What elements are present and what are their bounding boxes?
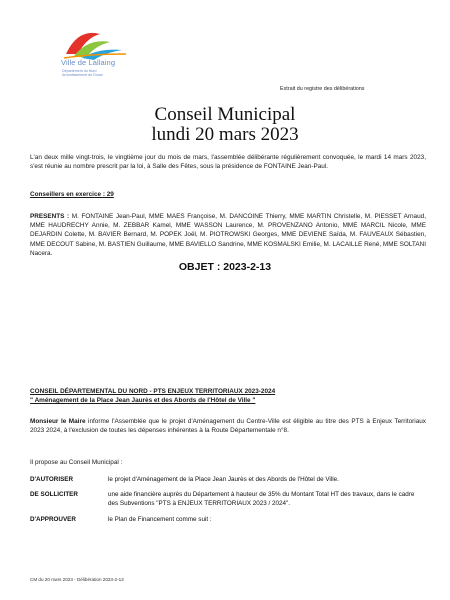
- presents-label: PRESENTS :: [30, 213, 70, 220]
- objet-heading: OBJET : 2023-2-13: [178, 261, 272, 273]
- meeting-date: lundi 20 mars 2023: [151, 124, 299, 145]
- maire-text: informe l'Assemblée que le projet d'Aménagement du Centre-Ville est éligible au titre des PTS à Enjeux Territoriaux 2023 2024, à l'exclusion de toutes les dépenses inhérentes à la Route Départementale n°8.: [30, 418, 427, 435]
- logo-tagline: Département du Nord Arrondissement de Douai: [62, 69, 103, 78]
- section-heading-block: [30, 387, 426, 405]
- intro-paragraph: L'an deux mille vingt-trois, le vingtième jour du mois de mars, l'assemblée délibérante régulièrement convoquée, le mardi 14 mars 2023, s'est réunie au nombre prescrit par la loi, à Salle des Fêtes, sous la présidence de FONTAINE Jean-Paul.: [30, 154, 426, 171]
- maire-label: Monsieur le Maire: [30, 418, 86, 425]
- propose-line: Il propose au Conseil Municipal :: [30, 459, 123, 466]
- decision-key: D'AUTORISER: [30, 476, 74, 483]
- section-heading: CONSEIL DÉPARTEMENTAL DU NORD - PTS ENJEUX TERRITORIAUX 2023-2024: [30, 388, 276, 395]
- decision-text: le projet d'Aménagement de la Place Jean Jaurès et des Abords de l'Hôtel de Ville.: [108, 476, 339, 483]
- decision-text: une aide financière auprès du Département à hauteur de 35% du Montant Total HT des travaux, dans le cadre des Subventions "PTS à ENJEUX TERRITORIAUX 2023 / 2024".: [108, 491, 415, 507]
- decision-key: DE SOLLICITER: [30, 491, 78, 498]
- page-title: Conseil Municipal: [154, 104, 296, 125]
- page-footer: CM du 20 mars 2023 - Délibération 2023-2-13: [30, 577, 124, 582]
- decision-text: le Plan de Financement comme suit :: [108, 516, 212, 523]
- logo-name: Ville de Lallaing: [61, 58, 116, 67]
- section-subheading: " Aménagement de la Place Jean Jaurès et des Abords de l'Hôtel de Ville ": [30, 397, 256, 405]
- presents-paragraph: [30, 212, 426, 258]
- register-extract-label: Extrait du registre des délibérations: [280, 86, 365, 92]
- conseillers-count: Conseillers en exercice : 29: [30, 191, 114, 198]
- decision-key: D'APPROUVER: [30, 516, 76, 523]
- maire-paragraph: [30, 417, 426, 435]
- presents-list: M. FONTAINE Jean-Paul, MME MAES Françoise, M. DANCOINE Thierry, MME MARTIN Christelle, M. PIESSET Arnaud, MME HAUDRECHY Annie, M. ZEBBAR Kamel, MME WASSON Laurence, M. PROVENZANO Antonio, MME MARCIL Nicole, MME DEJARDIN Colette, M. BAVIER Bernard, M. POPEK Joël, M. PIOTROWSKI Georges, MME DEVIENE Saïda, M. FAUVEAUX Sébastien, MME DECOUT Sabine, M. BASTIEN Guillaume, MME BAVIELLO Sandrine, MME KOSMALSKI Emilie, M. LACAILLE René, MME SOLTANI Nacera.: [30, 213, 426, 257]
